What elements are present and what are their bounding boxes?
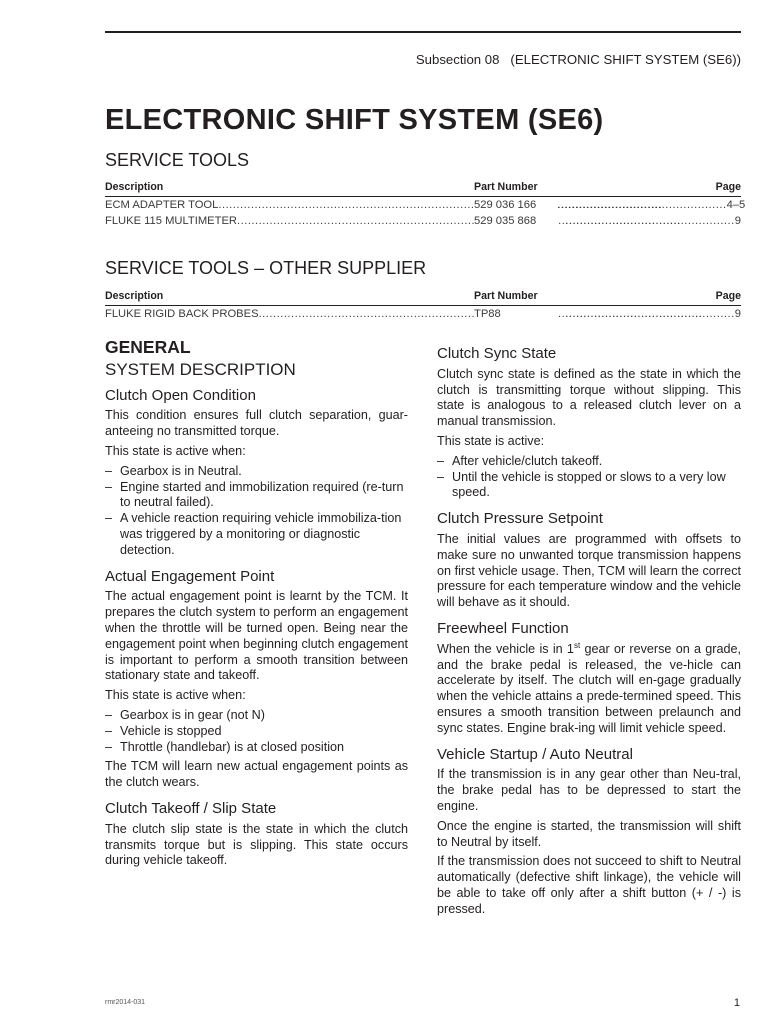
paragraph: This condition ensures full clutch separation, guar-anteeing no transmitted torque. <box>105 408 408 439</box>
tool-page: ...............................................9 <box>565 308 741 320</box>
table-row <box>105 197 746 213</box>
pressure-heading: Clutch Pressure Setpoint <box>437 510 603 528</box>
tool-page: ...............................................4–5 <box>557 199 746 211</box>
service-tools-heading: SERVICE TOOLS <box>105 150 250 170</box>
list-item: – Gearbox is in gear (not N) <box>105 708 408 724</box>
page-title: ELECTRONIC SHIFT SYSTEM (SE6) <box>105 104 604 136</box>
general-heading: GENERAL <box>105 337 191 357</box>
bullet-list <box>437 454 741 501</box>
page-number: 1 <box>733 997 740 1009</box>
tool-part-number: TP88 <box>474 306 559 322</box>
tool-part-number: 529 035 868 <box>474 213 559 229</box>
other-supplier-table <box>105 290 741 322</box>
list-item: – A vehicle reaction requiring vehicle immobiliza-tion was triggered by a monitoring or diagnostic detection. <box>105 511 408 558</box>
table-row <box>105 306 741 322</box>
tool-description: FLUKE 115 MULTIMETER ..... <box>105 213 465 229</box>
col-page: Page <box>715 181 741 193</box>
subsection-label: Subsection 08 (ELECTRONIC SHIFT SYSTEM (SE6)) <box>415 52 741 67</box>
list-item: – Throttle (handlebar) is at closed position <box>105 740 408 756</box>
list-item: – Gearbox is in Neutral. <box>105 464 408 480</box>
freewheel-heading: Freewheel Function <box>437 619 569 637</box>
document-code: rmr2014-031 <box>105 999 146 1006</box>
tool-description: ECM ADAPTER TOOL ..... <box>105 197 465 213</box>
col-description: Description <box>105 181 164 193</box>
list-item: – Vehicle is stopped <box>105 724 408 740</box>
paragraph: Once the engine is started, the transmission will shift to Neutral by itself. <box>437 818 741 849</box>
paragraph: This state is active when: <box>105 443 246 458</box>
table-header <box>105 290 741 306</box>
paragraph: Clutch sync state is defined as the state in which the clutch is transmitting torque without slipping. This state is analogous to a released clutch lever on a manual transmission. <box>437 366 741 429</box>
paragraph: This state is active when: <box>105 688 246 703</box>
engagement-heading: Actual Engagement Point <box>105 567 275 585</box>
left-column <box>105 337 408 873</box>
right-column <box>437 340 741 922</box>
takeoff-heading: Clutch Takeoff / Slip State <box>105 799 277 817</box>
table-header <box>105 181 741 197</box>
startup-heading: Vehicle Startup / Auto Neutral <box>437 745 633 763</box>
sync-heading: Clutch Sync State <box>437 345 557 362</box>
list-item: – Until the vehicle is stopped or slows to a very low speed. <box>437 470 741 502</box>
tool-part-number: 529 036 166 <box>474 197 559 213</box>
bullet-list <box>105 708 408 755</box>
service-tools-table <box>105 181 746 229</box>
other-supplier-heading: SERVICE TOOLS – OTHER SUPPLIER <box>105 258 427 278</box>
col-part-number: Part Number <box>474 290 559 302</box>
paragraph: This state is active: <box>437 433 545 448</box>
tool-description: FLUKE RIGID BACK PROBES ..... <box>105 306 465 322</box>
col-page: Page <box>715 290 741 302</box>
paragraph: The clutch slip state is the state in which the clutch transmits torque but is slipping. This state occurs during vehicle takeoff. <box>105 821 408 868</box>
list-item: – After vehicle/clutch takeoff. <box>437 454 741 470</box>
tool-page: ...............................................9 <box>565 215 741 227</box>
paragraph: The initial values are programmed with offsets to make sure no unwanted torque transmission happens on first vehicle usage. Then, TCM will learn the correct pressure for each temperature window and the vehicle will behave as it should. <box>437 531 741 610</box>
header-rule <box>105 31 741 33</box>
col-description: Description <box>105 290 164 302</box>
bullet-list <box>105 464 408 559</box>
system-description-heading: SYSTEM DESCRIPTION <box>105 359 296 379</box>
list-item: – Engine started and immobilization required (re-turn to neutral failed). <box>105 480 408 512</box>
col-part-number: Part Number <box>474 181 559 193</box>
paragraph: The actual engagement point is learnt by the TCM. It prepares the clutch system to perform an engagement when the throttle will be turned open. Being near the engagement point when beginning clutch engagement is important to perform a smooth transition between stationary state and takeoff. <box>105 589 408 683</box>
paragraph: If the transmission does not succeed to shift to Neutral automatically (defective shift linkage), the vehicle will be able to take off only after a shift button (+ / -) is pressed. <box>437 854 741 916</box>
clutch-open-heading: Clutch Open Condition <box>105 386 256 404</box>
table-row <box>105 213 741 229</box>
paragraph: The TCM will learn new actual engagement points as the clutch wears. <box>105 759 408 790</box>
paragraph: When the vehicle is in 1st gear or reverse on a grade, and the brake pedal is released, the ve-hicle can accelerate by itself. The clutch will en-gage gradually when the vehicle attains a prede-termined speed. This ensures a smooth transition between prelaunch and sync states. Engine brak-ing will limit vehicle speed. <box>437 640 741 735</box>
paragraph: If the transmission is in any gear other than Neu-tral, the brake pedal has to be depressed to start the engine. <box>437 767 741 813</box>
